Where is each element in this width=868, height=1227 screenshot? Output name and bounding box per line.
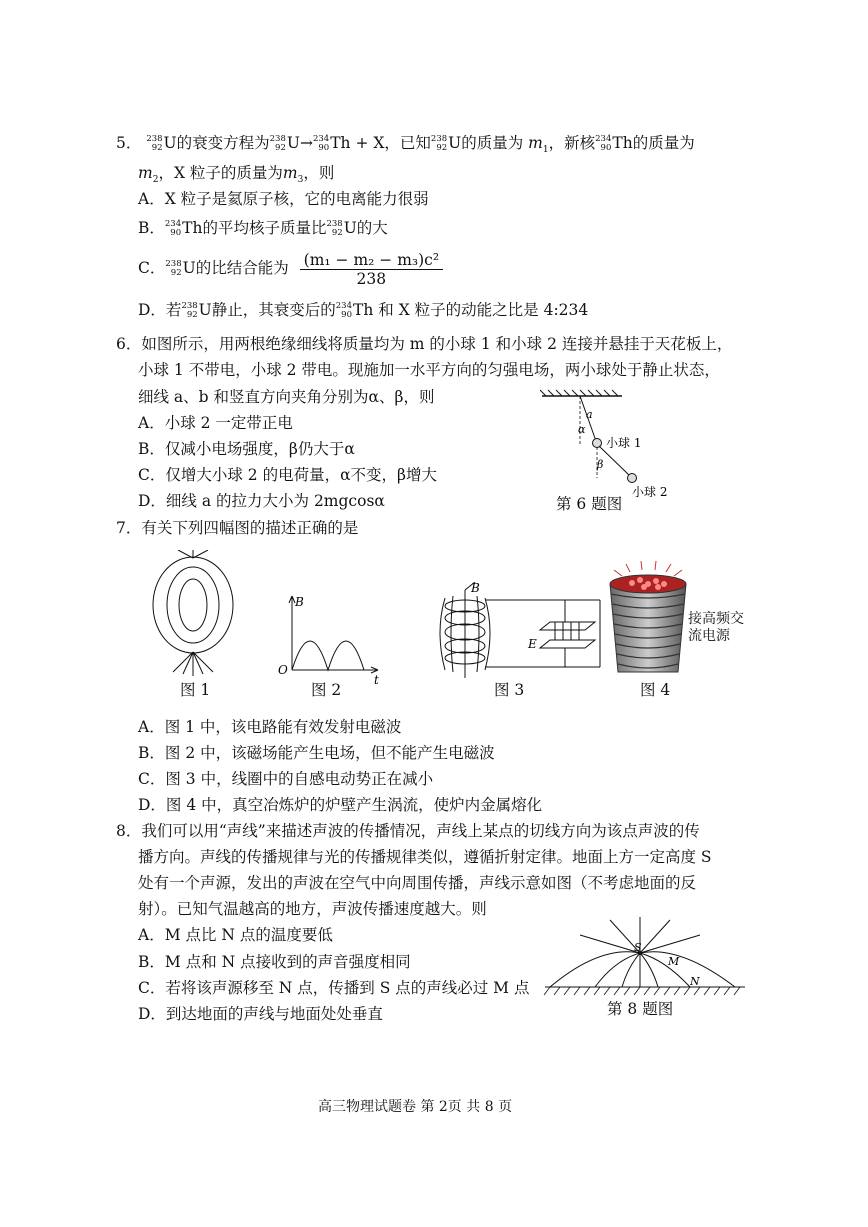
q5-option-c: C． 238 92 U的比结合能为 $\frac{\text{(m₁ − m₂ − m₃)c²}}{238}$ [138,250,443,288]
q7-fig4-label2: 流电源 [688,628,730,644]
nuclide-u238: 238 92 U [269,134,300,153]
nuclide-th234: 234 90 Th [595,134,633,153]
q8-caption: 第 8 题图 [607,1000,674,1018]
q5-option-b: B． 234 90 Th的平均核子质量比 238 92 U的大 [138,219,388,238]
q7-fig3-caption: 图 3 [494,681,525,699]
fig-beta: β [597,458,604,471]
q7-fig2-caption: 图 2 [311,681,342,699]
q6-line2: 小球 1 不带电，小球 2 带电。现施加一水平方向的匀强电场，两小球处于静止状态， [138,361,720,379]
fig2-t: t [374,673,379,685]
q8-option-c: C．若将该声源移至 N 点，传播到 S 点的声线必过 M 点 [138,979,530,997]
q7-stem: 7．有关下列四幅图的描述正确的是 [116,519,359,537]
q7-option-d: D．图 4 中，真空冶炼炉的炉壁产生涡流，使炉内金属熔化 [138,796,543,814]
fig-a: a [586,408,593,421]
q6-line3: 细线 a、b 和竖直方向夹角分别为α、β，则 [138,388,435,406]
fig3-B: B [471,582,480,595]
q5-line2: $m_2$，X 粒子的质量为$m_3$，则 [138,164,335,186]
fig-alpha: α [578,423,586,436]
q8-option-d: D．到达地面的声线与地面处处垂直 [138,1005,383,1023]
q7-fig4-label1: 接高频交 [688,611,744,627]
q8-sound-rays-figure [540,915,750,1000]
q5-line1: 5． 238 92 U的衰变方程为 238 92 U→ 234 90 Th + X，已知 238 92 U的质量为 $m_1$，新核 234 90 Th的质量为 [116,134,695,156]
fig2-O: O [278,663,288,677]
fig-ball1: 小球 1 [606,436,642,450]
q8-option-b: B．M 点和 N 点接收到的声音强度相同 [138,953,411,971]
q7-fig2-graph [270,590,385,685]
nuclide-th234: 234 90 Th [312,134,351,153]
nuclide-u238: 238 92 U [430,134,462,153]
fig8-S: S [634,941,642,954]
fig2-B: B [295,595,304,609]
q6-option-c: C．仅增大小球 2 的电荷量，α不变，β增大 [138,466,438,484]
q8-line3: 处有一个声源，发出的声波在空气中向周围传播，声线示意如图（不考虑地面的反 [138,874,697,892]
fig8-N: N [690,975,700,988]
fig3-E: E [528,637,537,651]
q6-option-d: D．细线 a 的拉力大小为 2mgcosα [138,492,385,510]
q5-option-d: D．若 238 92 U静止，其衰变后的 234 90 Th 和 X 粒子的动能之比是 4:234 [138,301,589,320]
page-footer: 高三物理试题卷 第 2页 共 8 页 [318,1099,513,1115]
q8-line2: 播方向。声线的传播规律与光的传播规律类似，遵循折射定律。地面上方一定高度 S [138,848,712,866]
q7-option-c: C．图 3 中，线圈中的自感电动势正在减小 [138,770,434,788]
q6-option-b: B．仅减小电场强度，β仍大于α [138,440,355,458]
q7-fig1-dipole [148,550,238,680]
nuclide-u238: 238 92 U [146,134,177,153]
q7-fig1-caption: 图 1 [180,681,211,699]
q5-option-a: A．X 粒子是氦原子核，它的电离能力很弱 [138,190,429,208]
q7-option-b: B．图 2 中，该磁场能产生电场，但不能产生电磁波 [138,744,495,762]
q8-line1: 8．我们可以用“声线”来描述声波的传播情况，声线上某点的切线方向为该点声波的传 [116,822,700,840]
q6-line1: 6．如图所示，用两根绝缘细线将质量均为 m 的小球 1 和小球 2 连接并悬挂于天花板上， [116,335,733,353]
q6-option-a: A．小球 2 一定带正电 [138,414,293,432]
q7-option-a: A．图 1 中，该电路能有效发射电磁波 [138,718,402,736]
binding-energy-fraction: $\frac{\text{(m₁ − m₂ − m₃)c²}}{238}$ [300,251,443,288]
fig-ball2: 小球 2 [632,485,668,499]
q8-line4: 射）。已知气温越高的地方，声波传播速度越大。则 [138,900,487,918]
q6-caption: 第 6 题图 [556,495,623,513]
q8-option-a: A．M 点比 N 点的温度要低 [138,926,333,944]
q7-fig3-lc-circuit [435,582,605,682]
q7-fig4-caption: 图 4 [640,681,671,699]
fig8-M: M [668,955,680,968]
